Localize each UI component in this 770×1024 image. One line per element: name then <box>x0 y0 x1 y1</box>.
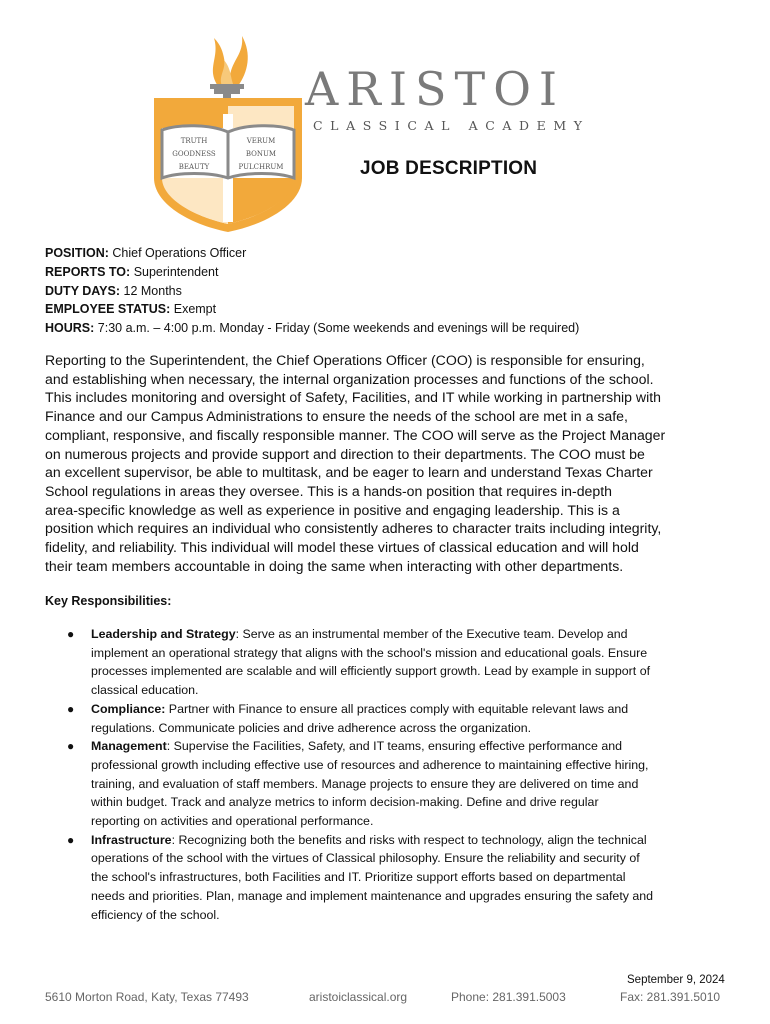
book-word-beauty: BEAUTY <box>178 163 210 171</box>
footer-address: 5610 Morton Road, Katy, Texas 77493 <box>45 990 249 1004</box>
school-wordmark <box>305 62 590 133</box>
bullet-icon: ● <box>67 627 75 641</box>
meta-employee-status: EMPLOYEE STATUS: Exempt <box>45 302 217 317</box>
bullet-icon: ● <box>67 739 75 754</box>
footer-website: aristoiclassical.org <box>309 990 408 1004</box>
bullet-icon: ● <box>67 832 75 847</box>
intro-paragraph: Reporting to the Superintendent, the Chief Operations Officer (COO) is responsible for ensuring, and establishing when necessary, the internal organization processes and functions of the school. This includes monitoring and oversight of Safety, Facilities, and IT while working in partnership with Finance and our Campus Administrations to ensure the needs of the school are met in a safe, compliant, responsive, and fiscally responsible manner. The COO will serve as the Project Manager on numerous projects and provide support and direction to their departments. The COO must be an excellent supervisor, be able to multitask, and be eager to learn and understand Texas Charter School regulations in areas they oversee. This is a hands-on position that requires in-depth area-specific knowledge as well as experience in positive and engaging leadership. This is a position which requires an individual who consistently adheres to character traits including integrity, fidelity, and reliability. This individual will model these virtues of classical education and will hold their team members accountable in doing the same when interacting with other departments. <box>45 352 666 574</box>
school-name: ARISTOI <box>305 62 566 116</box>
key-responsibilities-heading: Key Responsibilities: <box>45 594 172 608</box>
document-date: September 9, 2024 <box>627 974 725 986</box>
bullet-icon: ● <box>67 701 75 716</box>
list-item: ● Management: Supervise the Facilities, Safety, and IT teams, ensuring effective performance and professional growth including effective use of resources and adherence to maintaining effective hiring, training, and evaluation of staff members. Manage projects to ensure they are delivered on time and within budget. Track and analyze metrics to inform decision-making. Define and drive regular reporting on activities and operational performance. <box>67 739 649 829</box>
page-title: JOB DESCRIPTION <box>360 158 538 179</box>
school-crest-logo <box>148 28 308 234</box>
book-word-pulchrum: PULCHRUM <box>238 163 284 171</box>
book-word-truth: TRUTH <box>180 137 208 145</box>
book-word-goodness: GOODNESS <box>172 150 216 158</box>
list-item: ● Compliance: Partner with Finance to ensure all practices comply with equitable relevant laws and regulations. Communicate policies and drive adherence across the organization. <box>67 701 629 735</box>
job-meta <box>45 244 579 338</box>
list-item: ● Leadership and Strategy: Serve as an instrumental member of the Executive team. Develop and implement an operational strategy that aligns with the school's mission and educational goals. Ensure processes implemented are scalable and will efficiently support growth. Lead by example in support of classical education. <box>67 627 651 698</box>
footer-fax: Fax: 281.391.5010 <box>620 990 721 1004</box>
footer-phone: Phone: 281.391.5003 <box>451 990 566 1004</box>
responsibilities-list <box>63 625 723 924</box>
meta-position: POSITION: Chief Operations Officer <box>45 246 247 260</box>
school-subtitle: CLASSICAL ACADEMY <box>313 118 590 133</box>
meta-hours: HOURS: 7:30 a.m. – 4:00 p.m. Monday - Friday (Some weekends and evenings will be required) <box>45 321 580 336</box>
meta-duty-days: DUTY DAYS: 12 Months <box>45 283 182 298</box>
list-item: ● Infrastructure: Recognizing both the benefits and risks with respect to technology, align the technical operations of the school with the virtues of Classical philosophy. Ensure the reliability and security of the school's infrastructures, both Facilities and IT. Prioritize support efforts based on departmental needs and priorities. Plan, manage and implement maintenance and upgrades ensuring the safety and efficiency of the school. <box>67 832 654 922</box>
meta-reports-to: REPORTS TO: Superintendent <box>45 264 219 279</box>
book-word-verum: VERUM <box>246 137 276 145</box>
book-word-bonum: BONUM <box>245 150 277 158</box>
